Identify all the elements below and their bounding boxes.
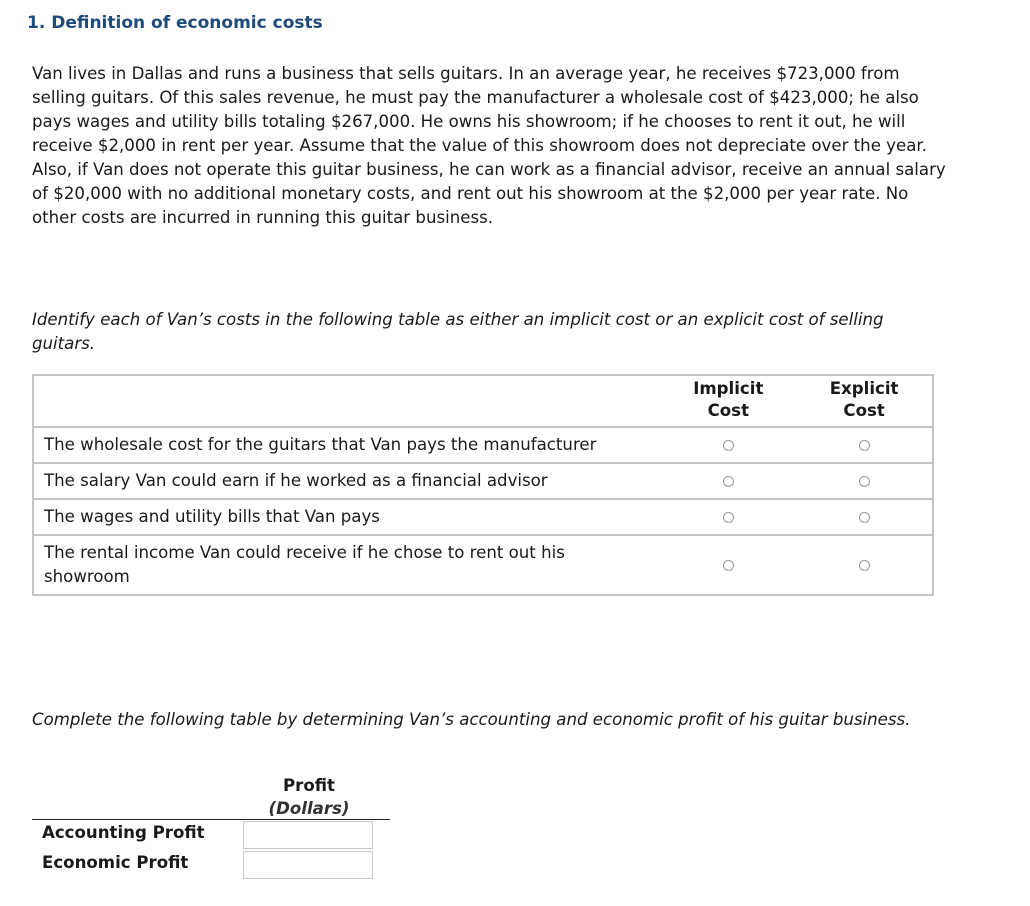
question-title: 1. Definition of economic costs bbox=[27, 13, 323, 33]
cost-label: The salary Van could earn if he worked as a financial advisor bbox=[33, 463, 660, 499]
explicit-radio[interactable] bbox=[859, 512, 870, 523]
cost-classification-table bbox=[32, 374, 934, 596]
explicit-radio[interactable] bbox=[859, 560, 870, 571]
implicit-radio[interactable] bbox=[723, 512, 734, 523]
profit-unit-label: (Dollars) bbox=[268, 799, 350, 818]
economic-profit-input[interactable] bbox=[243, 851, 373, 879]
table-row bbox=[33, 463, 933, 499]
profit-column-header: Profit (Dollars) bbox=[268, 776, 350, 818]
profit-header-rule bbox=[32, 819, 390, 820]
profit-instruction: Complete the following table by determining Van’s accounting and economic profit of his guitar business. bbox=[32, 710, 911, 729]
problem-paragraph: Van lives in Dallas and runs a business that sells guitars. In an average year, he receives $723,000 from selling guitars. Of this sales revenue, he must pay the manufacturer a wholesale cost of $423,000; he also pays wages and utility bills totaling $267,000. He owns his showroom; if he chooses to rent it out, he will receive $2,000 in rent per year. Assume that the value of this showroom does not depreciate over the year. Also, if Van does not operate this guitar business, he can work as a financial advisor, receive an annual salary of $20,000 with no additional monetary costs, and rent out his showroom at the $2,000 per year rate. No other costs are incurred in running this guitar business. bbox=[32, 64, 946, 227]
table-row bbox=[33, 535, 933, 595]
cost-table-header bbox=[33, 375, 933, 427]
implicit-cost-header: Implicit Cost bbox=[693, 379, 764, 420]
explicit-cost-header: Explicit Cost bbox=[829, 379, 899, 420]
explicit-radio[interactable] bbox=[859, 476, 870, 487]
explicit-radio[interactable] bbox=[859, 440, 870, 451]
cost-label: The rental income Van could receive if he chose to rent out his showroom bbox=[33, 535, 660, 595]
economic-profit-label: Economic Profit bbox=[42, 853, 189, 872]
cost-label: The wages and utility bills that Van pays bbox=[33, 499, 660, 535]
implicit-radio[interactable] bbox=[723, 560, 734, 571]
table-row bbox=[33, 499, 933, 535]
accounting-profit-input[interactable] bbox=[243, 821, 373, 849]
cost-label: The wholesale cost for the guitars that Van pays the manufacturer bbox=[33, 427, 660, 463]
implicit-radio[interactable] bbox=[723, 440, 734, 451]
empty-header-cell bbox=[33, 375, 660, 427]
implicit-radio[interactable] bbox=[723, 476, 734, 487]
cost-instruction: Identify each of Van’s costs in the following table as either an implicit cost or an explicit cost of selling guitars. bbox=[32, 310, 884, 353]
table-row bbox=[33, 427, 933, 463]
accounting-profit-label: Accounting Profit bbox=[42, 823, 205, 842]
